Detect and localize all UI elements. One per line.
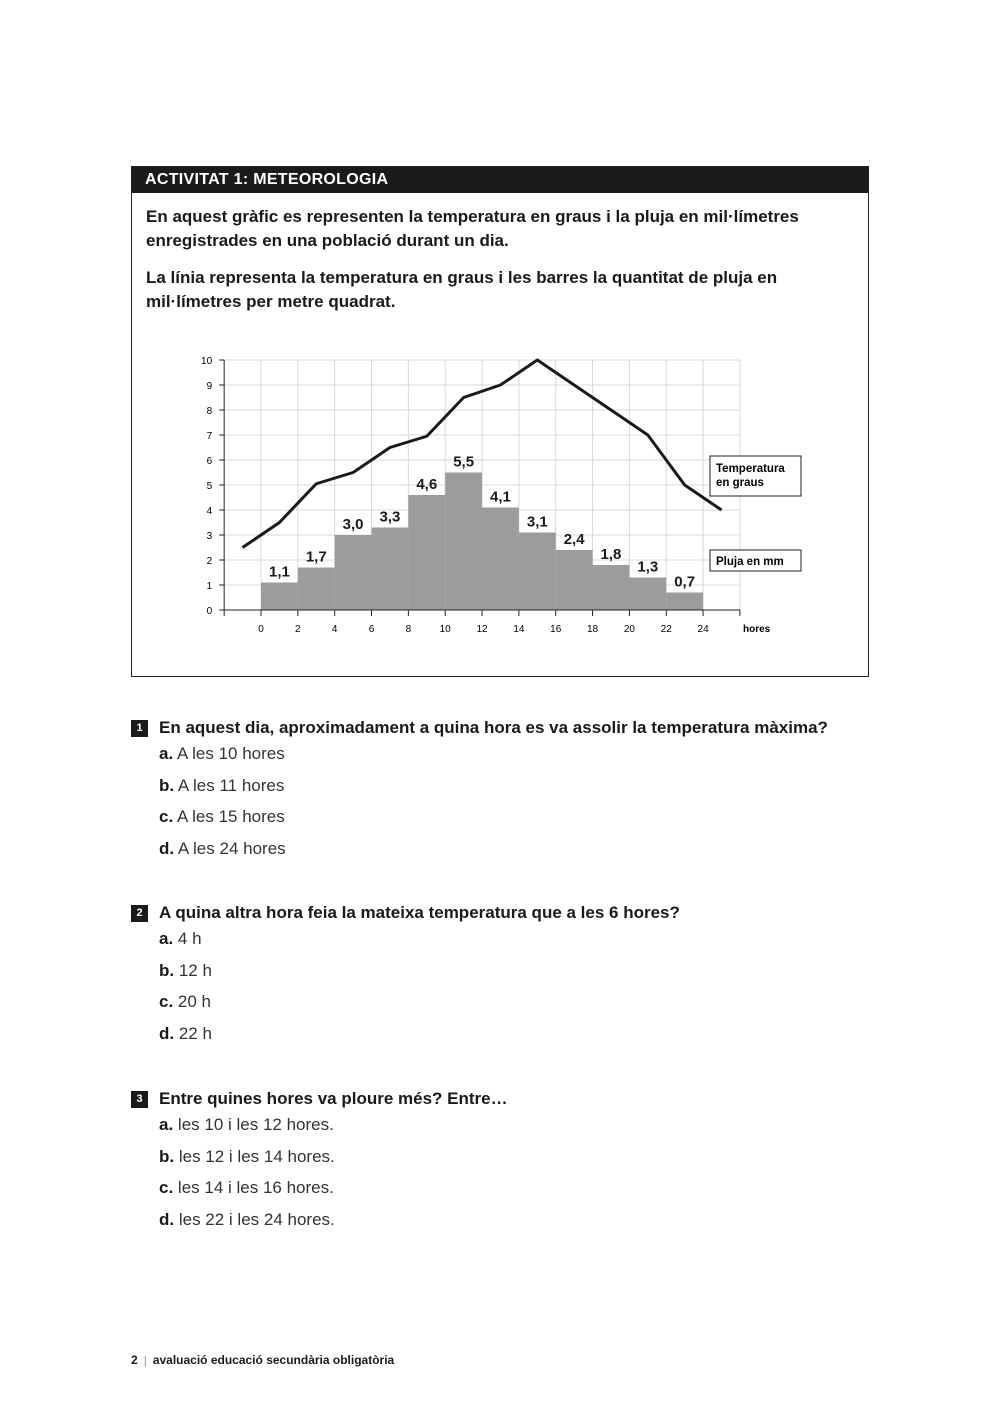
rain-label: 1,1 <box>268 563 290 581</box>
intro-text-1: En aquest gràfic es representen la temperatura en graus i la pluja en mil·límetres enregistrades en una població durant un dia. <box>146 207 799 250</box>
option-text: les 22 i les 24 hores. <box>178 1209 335 1229</box>
rain-bar <box>666 593 703 611</box>
y-tick-label: 6 <box>206 456 213 467</box>
answer-option[interactable] <box>159 955 680 987</box>
option-letter: a. <box>159 929 174 948</box>
legend-temperature-label: en graus <box>716 477 764 489</box>
option-text: A les 15 hores <box>176 807 285 826</box>
option-letter: d. <box>159 838 175 858</box>
option-text: les 12 i les 14 hores. <box>178 1146 335 1166</box>
answer-option[interactable] <box>159 801 828 833</box>
option-letter: b. <box>159 1146 175 1166</box>
question-3 <box>131 1089 508 1235</box>
option-letter: c. <box>159 807 174 826</box>
intro-text-2: La línia representa la temperatura en graus i les barres la quantitat de pluja en mil·límetres per metre quadrat. <box>146 268 778 311</box>
option-text: 20 h <box>177 992 212 1011</box>
rain-bar <box>629 578 666 611</box>
y-tick-label: 10 <box>201 356 213 367</box>
y-tick-label: 0 <box>206 606 213 617</box>
x-tick-label: 2 <box>295 624 301 635</box>
option-text: A les 11 hores <box>177 775 285 795</box>
y-tick-label: 7 <box>206 431 213 442</box>
answer-option[interactable] <box>159 1141 508 1173</box>
question-text: En aquest dia, aproximadament a quina hora es va assolir la temperatura màxima? <box>159 718 828 737</box>
legend-temperature-box <box>710 456 801 496</box>
question-number: 3 <box>131 1091 148 1108</box>
rain-label: 4,1 <box>490 488 511 506</box>
footer: 2 | avaluació educació secundària obligatòria <box>131 1353 395 1367</box>
question-1 <box>131 718 828 864</box>
y-tick-label: 2 <box>206 556 213 567</box>
option-letter: d. <box>159 1023 175 1043</box>
x-axis-label: hores <box>743 624 771 635</box>
rain-label: 5,5 <box>453 453 475 471</box>
y-tick-label: 4 <box>206 506 213 517</box>
rain-label: 1,7 <box>305 548 327 566</box>
answer-option[interactable] <box>159 986 680 1018</box>
x-tick-label: 4 <box>331 624 338 635</box>
answer-option[interactable] <box>159 923 680 955</box>
rain-bar <box>556 550 593 610</box>
page-number: 2 <box>131 1353 138 1367</box>
x-tick-label: 20 <box>623 624 635 635</box>
x-tick-label: 0 <box>258 624 264 635</box>
y-tick-label: 3 <box>206 531 213 542</box>
option-letter: c. <box>159 1178 174 1197</box>
answer-option[interactable] <box>159 1204 508 1236</box>
rain-label: 3,1 <box>526 513 548 531</box>
rain-bar <box>372 528 409 611</box>
legend-temperature-label: Temperatura <box>716 463 785 475</box>
question-number: 2 <box>131 905 148 922</box>
option-text: 22 h <box>178 1023 212 1043</box>
option-text: A les 24 hores <box>177 838 286 858</box>
x-tick-label: 18 <box>586 624 599 635</box>
x-tick-label: 22 <box>660 624 672 635</box>
option-letter: b. <box>159 960 175 980</box>
chart <box>0 0 1000 700</box>
option-letter: b. <box>159 775 175 795</box>
option-letter: d. <box>159 1209 175 1229</box>
rain-bar <box>261 583 298 611</box>
y-tick-label: 5 <box>206 481 213 492</box>
answer-option[interactable] <box>159 738 828 770</box>
rain-label: 1,8 <box>600 546 622 563</box>
x-tick-label: 8 <box>405 624 412 635</box>
rain-bar <box>298 568 335 611</box>
option-letter: c. <box>159 992 174 1011</box>
x-tick-label: 12 <box>476 624 488 635</box>
option-text: 4 h <box>177 929 202 948</box>
answer-option[interactable] <box>159 1018 680 1050</box>
rain-label: 3,0 <box>342 516 364 533</box>
rain-bar <box>408 495 445 610</box>
option-letter: a. <box>159 1115 174 1134</box>
option-letter: a. <box>159 744 174 763</box>
rain-label: 3,3 <box>379 508 401 526</box>
rain-bar <box>445 473 482 611</box>
rain-bar <box>593 565 630 610</box>
answer-option[interactable] <box>159 1172 508 1204</box>
option-text: les 14 i les 16 hores. <box>177 1178 334 1197</box>
legend-rain-label: Pluja en mm <box>716 556 784 568</box>
rain-bar <box>335 535 372 610</box>
rain-bar <box>519 533 556 611</box>
y-tick-label: 9 <box>206 381 213 392</box>
y-tick-label: 1 <box>206 581 213 592</box>
y-tick-label: 8 <box>206 406 213 417</box>
question-text: Entre quines hores va ploure més? Entre… <box>159 1089 508 1108</box>
x-tick-label: 24 <box>697 624 709 635</box>
x-tick-label: 14 <box>513 624 525 635</box>
x-tick-label: 6 <box>368 624 375 635</box>
question-number: 1 <box>131 720 148 737</box>
question-2 <box>131 903 680 1049</box>
rain-label: 0,7 <box>674 573 696 591</box>
rain-bar <box>482 508 519 611</box>
rain-label: 2,4 <box>563 531 585 548</box>
rain-label: 1,3 <box>637 558 659 576</box>
answer-option[interactable] <box>159 833 828 865</box>
activity-title: ACTIVITAT 1: METEOROLOGIA <box>132 167 868 193</box>
answer-option[interactable] <box>159 1109 508 1141</box>
option-text: les 10 i les 12 hores. <box>177 1115 334 1134</box>
answer-option[interactable] <box>159 770 828 802</box>
footer-text: avaluació educació secundària obligatòria <box>152 1353 395 1367</box>
x-tick-label: 10 <box>439 624 451 635</box>
rain-label: 4,6 <box>416 476 438 493</box>
question-text: A quina altra hora feia la mateixa temperatura que a les 6 hores? <box>159 903 680 922</box>
option-text: A les 10 hores <box>176 744 285 763</box>
option-text: 12 h <box>178 960 212 980</box>
x-tick-label: 16 <box>550 624 562 635</box>
